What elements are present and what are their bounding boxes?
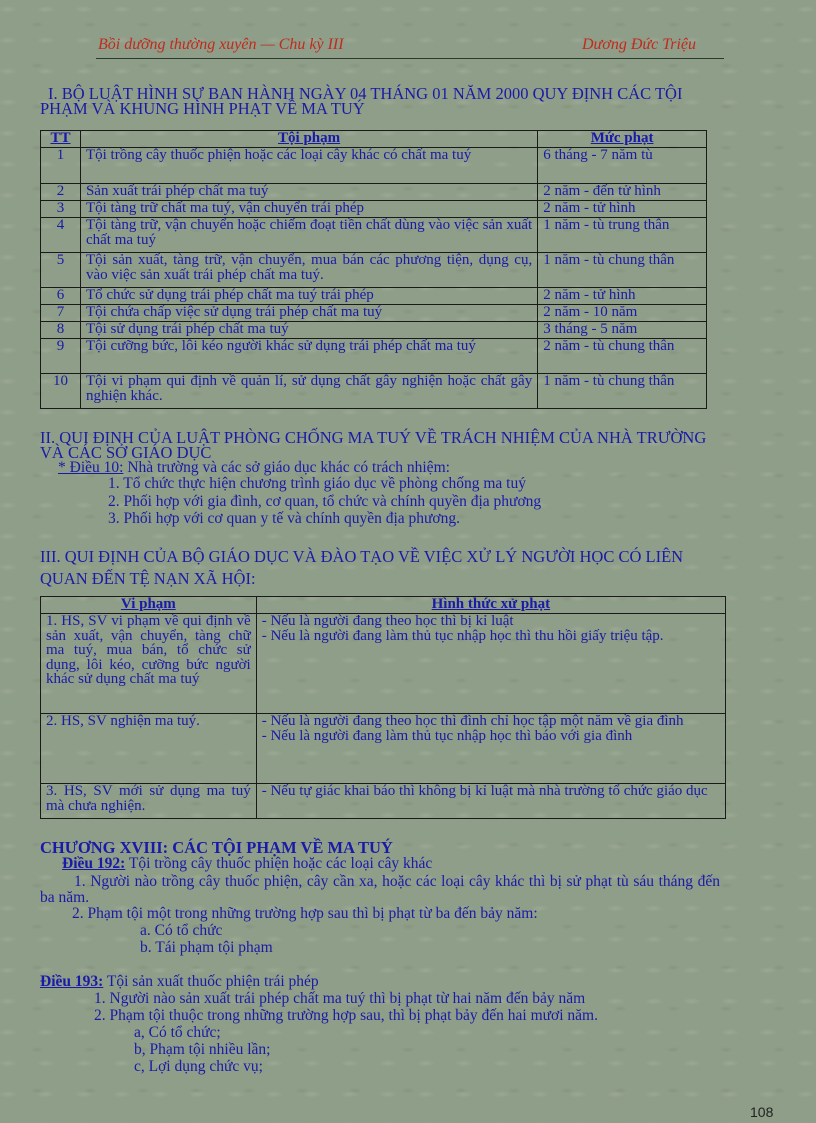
article-193-clause-1: 1. Người nào sản xuất trái phép chất ma tuý thì bị phạt từ hai năm đến bảy năm [94,990,586,1007]
penalty-cell: 2 năm - 10 năm [538,305,707,322]
table-row [41,614,726,714]
article-193 [40,974,319,990]
page-number: 108 [750,1104,774,1120]
article-192-clause-2: 2. Phạm tội một trong những trường hợp sau thì bị phạt từ ba đến bảy năm: [72,905,538,922]
crime-cell: Tội sản xuất, tàng trữ, vận chuyển, mua bán các phương tiện, dụng cụ, vào việc sản xuất trái phép chất ma tuý. [80,253,537,288]
crime-cell: Tổ chức sử dụng trái phép chất ma tuý trái phép [80,288,537,305]
header-author: Dương Đức Triệu [582,36,696,53]
penalty-table-header [41,131,707,148]
row-number: 1 [41,148,81,184]
row-number: 6 [41,288,81,305]
list-item: b. Tái phạm tội phạm [140,939,273,956]
row-number: 7 [41,305,81,322]
row-number: 3 [41,201,81,218]
table-row [41,201,707,218]
table-row [41,305,707,322]
col-header-tt: TT [41,131,81,148]
col-header-penalty: Mức phạt [538,131,707,148]
violation-cell: 2. HS, SV nghiện ma tuý. [41,714,257,784]
crime-cell: Tội chứa chấp việc sử dụng trái phép chất ma tuý [80,305,537,322]
crime-cell: Tội trồng cây thuốc phiện hoặc các loại cây khác có chất ma tuý [80,148,537,184]
article-193-clause-2: 2. Phạm tội thuộc trong những trường hợp sau, thì bị phạt bảy đến hai mươi năm. [94,1007,598,1024]
table-row [41,288,707,305]
col-header-violation: Vi phạm [41,597,257,614]
list-item: a, Có tổ chức; [134,1024,221,1041]
penalty-cell: 2 năm - đến tử hình [538,184,707,201]
table-row [41,184,707,201]
article-10-label: * Điều 10: [58,459,124,476]
list-item: c, Lợi dụng chức vụ; [134,1058,263,1075]
article-10-text: Nhà trường và các sở giáo dục khác có trách nhiệm: [123,459,450,476]
penalty-cell: 3 tháng - 5 năm [538,322,707,339]
table-row [41,714,726,784]
chapter-title: CHƯƠNG XVIII: CÁC TỘI PHẠM VỀ MA TUÝ [40,838,393,857]
row-number: 8 [41,322,81,339]
header-rule [96,58,724,59]
crime-cell: Tội vi phạm qui định về quản lí, sử dụng chất gây nghiện hoặc chất gây nghiện khác. [80,374,537,409]
article-192-label: Điều 192: [62,855,126,872]
penalty-cell: 1 năm - tù chung thân [538,253,707,288]
list-item: a. Có tổ chức [140,922,223,939]
table-row [41,784,726,819]
table-row [41,374,707,409]
table-row [41,339,707,374]
row-number: 4 [41,218,81,253]
violation-cell: 3. HS, SV mới sử dụng ma tuý mà chưa nghiện. [41,784,257,819]
list-item: 3. Phối hợp với cơ quan y tế và chính quyền địa phương. [108,510,460,527]
article-192 [62,856,432,872]
penalty-cell: 1 năm - tù trung thân [538,218,707,253]
penalty-cell: 2 năm - tử hình [538,201,707,218]
list-item: 2. Phối hợp với gia đình, cơ quan, tổ chức và chính quyền địa phương [108,493,542,510]
table-row [41,218,707,253]
article-192-clause-1: 1. Người nào trồng cây thuốc phiện, cây cần xa, hoặc các loại cây khác thì bị sử phạt tù sáu tháng đến ba năm. [40,873,720,906]
sanction-cell: - Nếu là người đang theo học thì đình chỉ học tập một năm về gia đình - Nếu là người đang làm thủ tục nhập học thì báo với gia đình [256,714,725,784]
penalty-cell: 2 năm - tử hình [538,288,707,305]
sanction-cell: - Nếu là người đang theo học thì bị kỉ luật - Nếu là người đang làm thủ tục nhập học thì thu hồi giấy triệu tập. [256,614,725,714]
col-header-sanction: Hình thức xử phạt [256,597,725,614]
section1-title: I. BỘ LUẬT HÌNH SỰ BAN HÀNH NGÀY 04 THÁNG 01 NĂM 2000 QUY ĐỊNH CÁC TỘI PHẠM VÀ KHUNG HÌNH PHẠT VỀ MA TUÝ [40,84,683,118]
penalty-cell: 2 năm - tù chung thân [538,339,707,374]
article-192-title: Tội trồng cây thuốc phiện hoặc các loại cây khác [125,855,433,872]
crime-cell: Tội tàng trữ, vận chuyển hoặc chiếm đoạt tiền chất dùng vào việc sản xuất chất ma tuý [80,218,537,253]
table-row [41,148,707,184]
row-number: 2 [41,184,81,201]
header-left-title: Bồi dưỡng thường xuyên — Chu kỳ III [98,36,344,53]
row-number: 5 [41,253,81,288]
violation-cell: 1. HS, SV vi phạm về qui định về sản xuất, vận chuyển, tàng chữ ma tuý, mua bán, tổ chức sử dụng, lôi kéo, cưỡng bức người khác sử dụng chất ma tuý [41,614,257,714]
crime-cell: Tội sử dụng trái phép chất ma tuý [80,322,537,339]
penalty-cell: 1 năm - tù chung thân [538,374,707,409]
article-193-title: Tội sản xuất thuốc phiện trái phép [103,973,319,990]
crime-cell: Sản xuất trái phép chất ma tuý [80,184,537,201]
crime-cell: Tội cưỡng bức, lôi kéo người khác sử dụng trái phép chất ma tuý [80,339,537,374]
section3-title: III. QUI ĐỊNH CỦA BỘ GIÁO DỤC VÀ ĐÀO TẠO VỀ VIỆC XỬ LÝ NGƯỜI HỌC CÓ LIÊN QUAN ĐẾN TỆ NẠN XÃ HỘI: [40,547,684,588]
sanction-cell: - Nếu tự giác khai báo thì không bị kỉ luật mà nhà trường tổ chức giáo dục [256,784,725,819]
list-item: 1. Tổ chức thực hiện chương trình giáo dục về phòng chống ma tuý [108,475,526,492]
crime-cell: Tội tàng trữ chất ma tuý, vận chuyển trái phép [80,201,537,218]
penalty-table [40,130,707,409]
article-193-label: Điều 193: [40,973,104,990]
table-row [41,253,707,288]
col-header-crime: Tội phạm [80,131,537,148]
penalty-cell: 6 tháng - 7 năm tù [538,148,707,184]
violation-table-header [41,597,726,614]
table-row [41,322,707,339]
list-item: b, Phạm tội nhiều lần; [134,1041,271,1058]
section2-title: II. QUI ĐỊNH CỦA LUẬT PHÒNG CHỐNG MA TUÝ VỀ TRÁCH NHIỆM CỦA NHÀ TRƯỜNG VÀ CÁC SỞ GIÁO DỤC [40,428,707,462]
row-number: 10 [41,374,81,409]
article-10 [58,460,450,476]
row-number: 9 [41,339,81,374]
violation-table [40,596,726,819]
